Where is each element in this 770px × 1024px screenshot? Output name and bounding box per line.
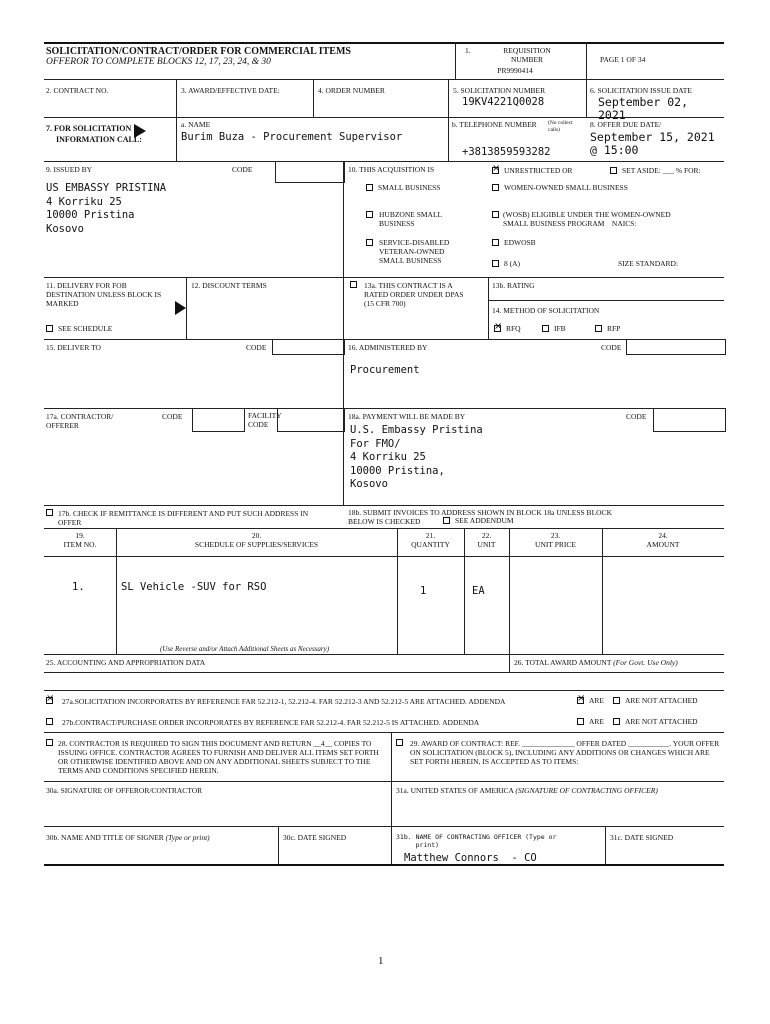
clause-27a-option[interactable] [46, 696, 58, 705]
rule [44, 528, 724, 529]
block-28-option[interactable] [46, 738, 58, 747]
col-quantity: 21. QUANTITY [411, 531, 450, 549]
clause-27a-label: 27a.SOLICITATION INCORPORATES BY REFERENCE FAR 52.212-1, 52.212-4. FAR 52.212-3 AND 52.212-5 ARE ATTACHED. ADDENDA [62, 697, 506, 706]
rule [44, 79, 724, 80]
telephone-note: (No collect calls) [548, 120, 573, 133]
checkbox-icon[interactable] [492, 260, 499, 267]
co-date-signed-label: 31c. DATE SIGNED [610, 833, 674, 842]
hubzone-option[interactable] [366, 210, 378, 219]
rule [44, 672, 724, 673]
usa-label: 31a. UNITED STATES OF AMERICA [396, 786, 514, 795]
rule [176, 79, 177, 117]
rule [44, 161, 724, 162]
issued-code-box[interactable] [275, 161, 345, 183]
checkbox-icon[interactable] [46, 509, 53, 516]
checkbox-icon[interactable] [492, 211, 499, 218]
unrestricted-option[interactable] [492, 166, 573, 175]
rule [44, 654, 724, 655]
discount-terms-label: 12. DISCOUNT TERMS [191, 281, 267, 290]
checkbox-icon[interactable] [492, 184, 499, 191]
edwosb-option[interactable] [492, 238, 536, 247]
rfq-label: RFQ [506, 324, 521, 333]
signer-name-note: (Type or print) [165, 833, 210, 842]
top-rule [44, 42, 724, 44]
clause-27b-label: 27b.CONTRACT/PURCHASE ORDER INCORPORATES BY REFERENCE FAR 52.212-4. FAR 52.212-5 IS ATTACHED. ADDENDA [62, 718, 480, 727]
checkbox-icon[interactable] [350, 281, 357, 288]
checkbox-icon[interactable] [542, 325, 549, 332]
invoice-label: 18b. SUBMIT INVOICES TO ADDRESS SHOWN IN BLOCK 18a UNLESS BLOCK BELOW IS CHECKED [348, 508, 612, 526]
payment-address: U.S. Embassy Pristina For FMO/ 4 Korriku 25 10000 Pristina, Kosovo [350, 424, 483, 490]
award-date-label: 3. AWARD/EFFECTIVE DATE: [181, 86, 280, 95]
issued-by-address: US EMBASSY PRISTINA 4 Korriku 25 10000 Pristina Kosovo [46, 182, 167, 235]
contact-name[interactable]: Burim Buza - Procurement Supervisor [181, 131, 403, 143]
set-aside-option[interactable] [610, 166, 701, 175]
rated-order-option[interactable] [350, 280, 362, 289]
reverse-note: (Use Reverse and/or Attach Additional Sheets as Necessary) [160, 645, 330, 653]
see-addendum-option[interactable] [443, 516, 514, 525]
contractor-label: 17a. CONTRACTOR/ OFFERER [46, 412, 114, 430]
checkbox-icon[interactable] [46, 718, 53, 725]
checkbox-icon[interactable] [46, 325, 53, 332]
total-award-text: 26. TOTAL AWARD AMOUNT [514, 658, 612, 667]
checkbox-checked-icon[interactable] [46, 697, 53, 704]
rule [488, 277, 489, 339]
checkbox-icon[interactable] [396, 739, 403, 746]
rule [509, 528, 510, 672]
rule [44, 277, 724, 278]
checkbox-icon[interactable] [610, 167, 617, 174]
facility-code-box[interactable] [277, 408, 345, 432]
rule [44, 690, 724, 691]
admin-code-box[interactable] [626, 339, 726, 355]
solicitation-number-label: 5. SOLICITATION NUMBER [453, 86, 546, 95]
signer-name-text: 30b. NAME AND TITLE OF SIGNER [46, 833, 164, 842]
administered-by-label: 16. ADMINISTERED BY [348, 343, 428, 352]
offer-due-value[interactable]: September 15, 2021 @ 15:00 [590, 130, 715, 157]
wosb-option[interactable] [492, 183, 628, 192]
see-schedule-option[interactable] [46, 324, 112, 333]
ifb-option[interactable] [542, 324, 566, 333]
facility-code-label: FACILITY CODE [248, 411, 282, 429]
req-value[interactable]: PR9990414 [497, 66, 533, 75]
deliver-code-label: CODE [246, 343, 267, 352]
item-description: SL Vehicle -SUV for RSO [121, 581, 267, 593]
checkbox-icon[interactable] [366, 184, 373, 191]
are-label: ARE [589, 717, 604, 726]
issued-by-label: 9. ISSUED BY [46, 165, 93, 174]
hubzone-label: HUBZONE SMALL BUSINESS [379, 210, 443, 228]
checkbox-icon[interactable] [46, 739, 53, 746]
info-call-label: 7. FOR SOLICITATION [46, 124, 132, 133]
checkbox-icon[interactable] [366, 211, 373, 218]
contracting-officer-name: Matthew Connors - CO [404, 852, 537, 864]
date-signed-label: 30c. DATE SIGNED [283, 833, 347, 842]
rfp-label: RFP [607, 324, 621, 333]
rule [44, 781, 724, 782]
remittance-option[interactable] [46, 508, 58, 517]
wosb-label: WOMEN-OWNED SMALL BUSINESS [504, 183, 628, 192]
item-unit: EA [472, 585, 485, 597]
telephone-label: b. TELEPHONE NUMBER [452, 120, 537, 129]
ifb-label: IFB [554, 324, 566, 333]
col-unit-price: 23. UNIT PRICE [535, 531, 576, 549]
signer-name-label [46, 833, 210, 842]
addenda-are-option[interactable] [577, 696, 604, 705]
block-28-text: 28. CONTRACTOR IS REQUIRED TO SIGN THIS DOCUMENT AND RETURN __4__ COPIES TO ISSUING OFFICE. CONTRACTOR AGREES TO FURNISH AND DELIVER ALL ITEMS SET FORTH OR OTHERWISE IDENTIFIED ABOVE AND ON ANY ADDITIONAL SHEETS SUBJECT TO THE TERMS AND CONDITIONS SPECIFIED HEREIN. [58, 739, 379, 775]
page-count: PAGE 1 OF 34 [600, 55, 646, 64]
rule [448, 79, 449, 161]
deliver-to-label: 15. DELIVER TO [46, 343, 101, 352]
signature-usa-label [396, 786, 658, 795]
checkbox-checked-icon[interactable] [494, 325, 501, 332]
col-unit: 22. UNIT [477, 531, 496, 549]
form-subtitle: OFFEROR TO COMPLETE BLOCKS 12, 17, 23, 24, & 30 [46, 57, 271, 67]
deliver-code-box[interactable] [272, 339, 345, 355]
eight-a-label: 8 (A) [504, 259, 521, 268]
form-title: SOLICITATION/CONTRACT/ORDER FOR COMMERCIAL ITEMS [46, 46, 351, 57]
admin-code-label: CODE [601, 343, 622, 352]
checkbox-icon[interactable] [443, 517, 450, 524]
edwosb-label: EDWOSB [504, 238, 536, 247]
addenda-not-attached-option-b[interactable] [613, 717, 698, 726]
item-quantity: 1 [420, 585, 427, 597]
wosb-eligible-label: (WOSB) ELIGIBLE UNDER THE WOMEN-OWNED SMALL BUSINESS PROGRAM NAICS: [503, 210, 671, 228]
signature-offeror-label: 30a. SIGNATURE OF OFFEROR/CONTRACTOR [46, 786, 203, 795]
rule [343, 161, 344, 505]
block-29-text: 29. AWARD OF CONTRACT: REF. ______________ OFFER DATED ___________. YOUR OFFER ON SOLICITATION (BLOCK 5), INCLUDING ANY ADDITIONS OR CHANGES WHICH ARE SET FORTH HEREIN, IS ACCEPTED AS TO ITEMS: [410, 739, 720, 766]
page-number: 1 [378, 955, 384, 967]
set-aside-label: SET ASIDE: ___ % FOR: [622, 166, 701, 175]
rule [313, 79, 314, 117]
req-number-index: 1. [465, 46, 471, 55]
rfq-option[interactable] [494, 324, 521, 333]
col-item-no: 19. ITEM NO. [63, 531, 97, 549]
payment-code-label: CODE [626, 412, 647, 421]
col-amount: 24. AMOUNT [646, 531, 680, 549]
rule [44, 732, 724, 733]
total-award-label [514, 658, 678, 667]
rule [44, 505, 724, 506]
unrestricted-label: UNRESTRICTED OR [504, 166, 573, 175]
small-business-option[interactable] [366, 183, 440, 192]
sdvosb-label: SERVICE-DISABLED VETERAN-OWNED SMALL BUSINESS [379, 238, 450, 265]
rule [186, 277, 187, 339]
col-schedule: 20. SCHEDULE OF SUPPLIES/SERVICES [194, 531, 319, 549]
payment-label: 18a. PAYMENT WILL BE MADE BY [348, 412, 466, 421]
rule [605, 826, 606, 864]
rule [391, 732, 392, 864]
are-not-label: ARE NOT ATTACHED [625, 717, 698, 726]
solicitation-date-label: 6. SOLICITATION ISSUE DATE [590, 86, 692, 95]
rated-order-label: 13a. THIS CONTRACT IS A RATED ORDER UNDER DPAS (15 CFR 700) [364, 281, 464, 308]
clause-27b-option[interactable] [46, 717, 58, 726]
addenda-not-attached-option[interactable] [613, 696, 698, 705]
see-addendum-label: SEE ADDENDUM [455, 516, 514, 525]
name-label: a. NAME [181, 120, 211, 129]
req-label: REQUISITION NUMBER [503, 46, 551, 64]
rfp-option[interactable] [595, 324, 620, 333]
issued-code-label: CODE [232, 165, 253, 174]
rule [488, 300, 724, 301]
rule [176, 117, 177, 161]
checkbox-icon[interactable] [366, 239, 373, 246]
offer-due-label: 8. OFFER DUE DATE/ [590, 120, 662, 129]
contractor-code-box[interactable] [192, 408, 245, 432]
rating-label: 13b. RATING [492, 281, 535, 290]
checkbox-icon[interactable] [613, 697, 620, 704]
are-not-label: ARE NOT ATTACHED [625, 696, 698, 705]
checkbox-icon[interactable] [613, 718, 620, 725]
checkbox-icon[interactable] [595, 325, 602, 332]
bottom-rule [44, 864, 724, 866]
block-29-option[interactable] [396, 738, 408, 747]
small-business-label: SMALL BUSINESS [378, 183, 441, 192]
addenda-are-option-b[interactable] [577, 717, 604, 726]
rule [278, 826, 279, 864]
administered-by-value: Procurement [350, 364, 420, 376]
eight-a-option[interactable] [492, 259, 520, 268]
contractor-code-label: CODE [162, 412, 183, 421]
item-number: 1. [72, 581, 85, 593]
delivery-fob-label: 11. DELIVERY FOR FOB DESTINATION UNLESS BLOCK IS MARKED [46, 281, 162, 308]
contract-no-label: 2. CONTRACT NO. [46, 86, 109, 95]
checkbox-icon[interactable] [577, 718, 584, 725]
telephone-value[interactable]: +3813859593282 [462, 146, 551, 158]
rule [44, 556, 724, 557]
accounting-label: 25. ACCOUNTING AND APPROPRIATION DATA [46, 658, 206, 667]
total-award-note: (For Govt. Use Only) [613, 658, 678, 667]
rule [44, 408, 724, 409]
remittance-label: 17b. CHECK IF REMITTANCE IS DIFFERENT AND PUT SUCH ADDRESS IN OFFER [58, 509, 309, 527]
contracting-officer-label: 31b. NAME OF CONTRACTING OFFICER (Type or print) [396, 833, 557, 849]
rule [44, 826, 724, 827]
checkbox-checked-icon[interactable] [492, 167, 499, 174]
checkbox-icon[interactable] [492, 239, 499, 246]
acquisition-label: 10. THIS ACQUISITION IS [348, 165, 435, 174]
size-standard-label: SIZE STANDARD: [618, 259, 679, 268]
info-call-label-2: INFORMATION CALL: [56, 135, 142, 144]
are-label: ARE [589, 696, 604, 705]
rule [44, 339, 724, 340]
payment-code-box[interactable] [653, 408, 726, 432]
co-signature-note: (SIGNATURE OF CONTRACTING OFFICER) [515, 786, 658, 795]
see-schedule-label: SEE SCHEDULE [58, 324, 113, 333]
order-number-label: 4. ORDER NUMBER [318, 86, 385, 95]
rule [455, 42, 456, 79]
solicitation-date-value[interactable]: September 02, 2021 [598, 95, 689, 122]
rule [586, 42, 587, 117]
method-of-solicitation-label: 14. METHOD OF SOLICITATION [492, 306, 600, 315]
arrow-right-icon [175, 301, 186, 315]
solicitation-number-value[interactable]: 19KV4221Q0028 [462, 96, 545, 108]
sdvosb-option[interactable] [366, 238, 378, 247]
checkbox-checked-icon[interactable] [577, 697, 584, 704]
